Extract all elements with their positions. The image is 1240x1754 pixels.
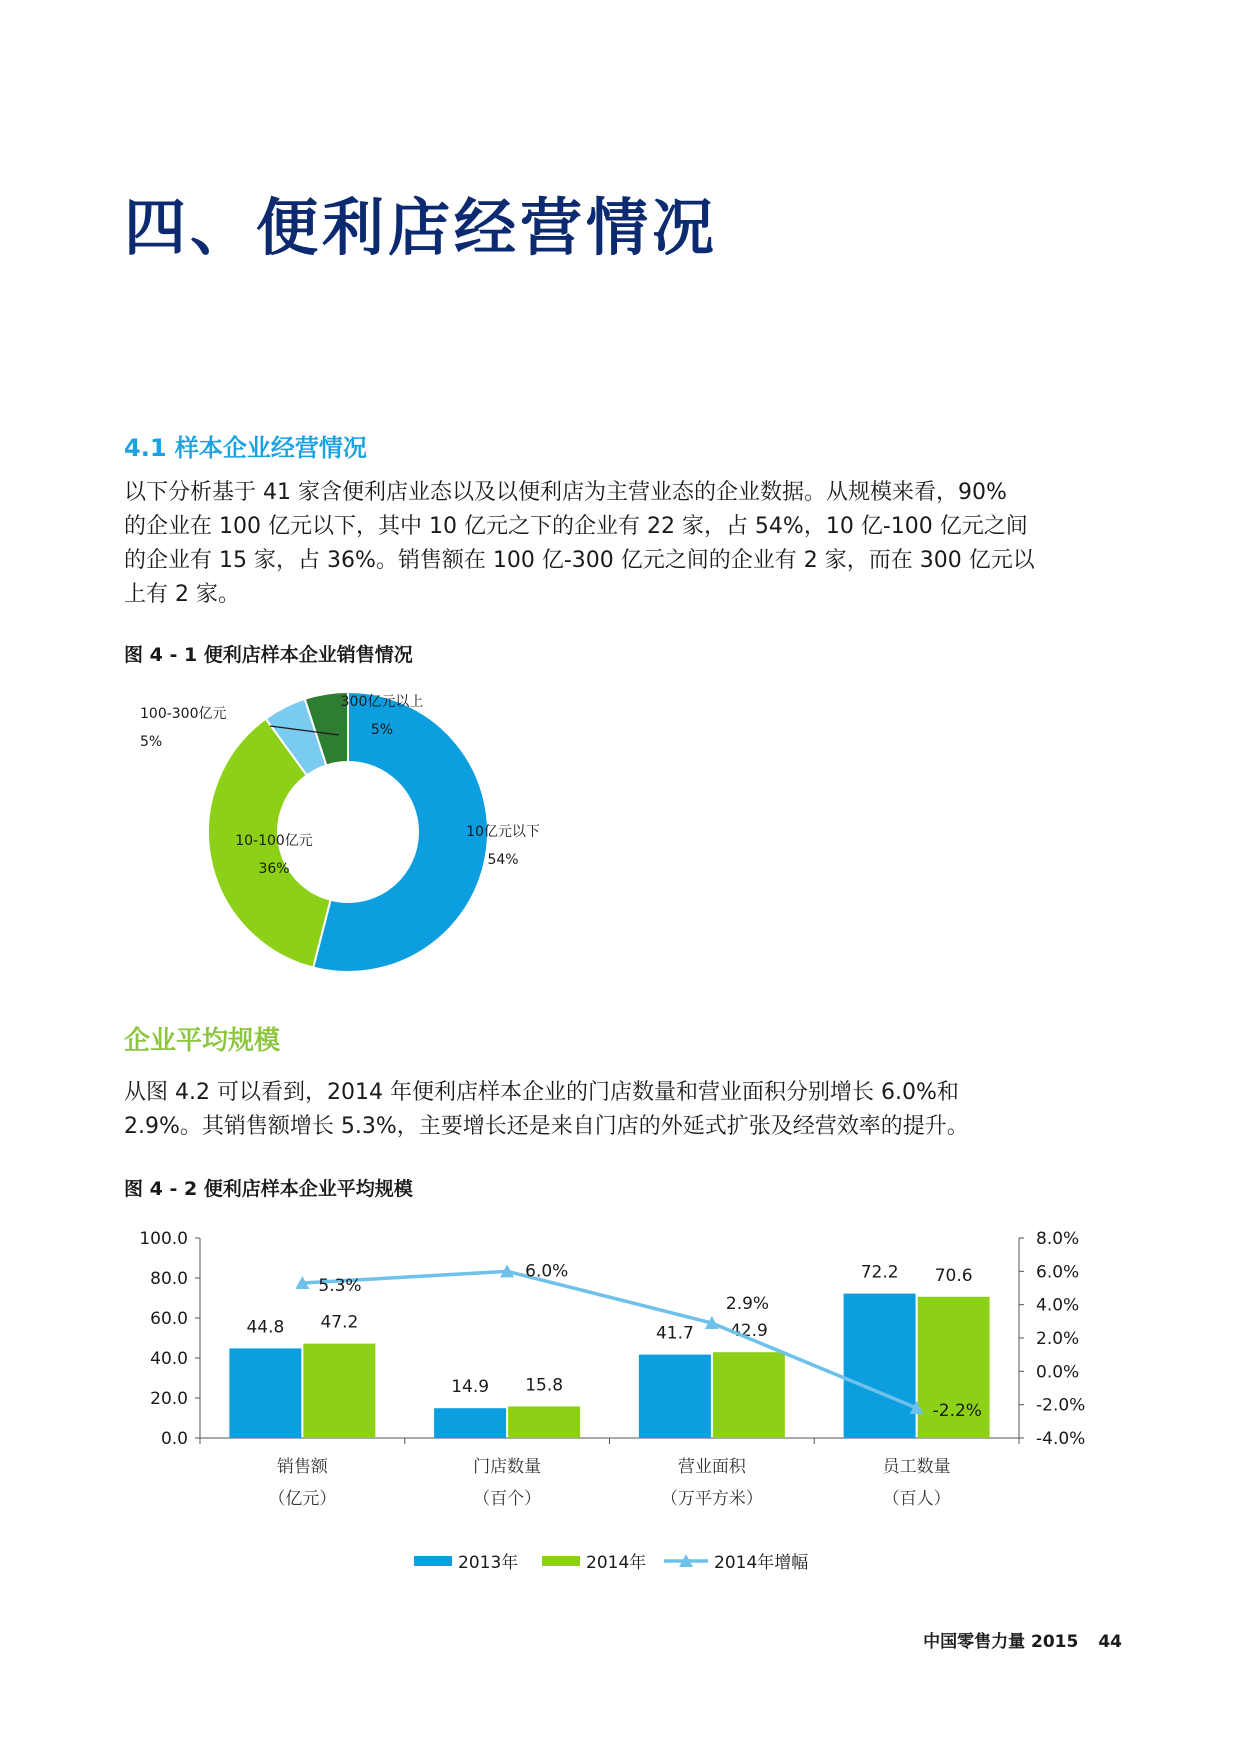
slice-label: 10-100亿元 — [235, 833, 313, 849]
category-unit-label: （百人） — [882, 1489, 951, 1509]
bar-2013年 — [844, 1294, 916, 1438]
right-tick-label: 4.0% — [1036, 1295, 1080, 1316]
bar-line-combo-chart — [124, 1222, 1124, 1582]
bar-2014年 — [508, 1406, 580, 1438]
category-label: 营业面积 — [677, 1457, 746, 1477]
category-unit-label: （万平方米） — [660, 1489, 763, 1509]
growth-value-label: 6.0% — [525, 1261, 569, 1282]
slice-value-label: 5% — [140, 734, 163, 750]
bar-value-label: 41.7 — [655, 1323, 694, 1344]
right-tick-label: -4.0% — [1036, 1429, 1086, 1449]
page-number: 44 — [1098, 1632, 1122, 1652]
category-label: 员工数量 — [882, 1457, 951, 1477]
bar-2013年 — [434, 1408, 506, 1438]
chapter-title: 四、便利店经营情况 — [124, 191, 719, 264]
section-heading: 4.1 样本企业经营情况 — [124, 434, 367, 462]
paragraph-line: 2.9%。其销售额增长 5.3%，主要增长还是来自门店的外延式扩张及经营效率的提升。 — [124, 1114, 969, 1139]
left-tick-label: 100.0 — [139, 1229, 188, 1249]
slice-value-label: 36% — [258, 861, 290, 877]
donut-chart — [130, 670, 600, 1010]
bar-value-label: 15.8 — [525, 1375, 564, 1396]
bar-2013年 — [229, 1348, 301, 1438]
intro-paragraph — [124, 476, 1124, 612]
left-tick-label: 40.0 — [150, 1349, 188, 1369]
legend-label: 2014年增幅 — [714, 1553, 809, 1573]
category-label: 门店数量 — [473, 1457, 542, 1477]
bar-value-label: 72.2 — [860, 1262, 899, 1283]
paragraph-line: 以下分析基于 41 家含便利店业态以及以便利店为主营业态的企业数据。从规模来看，90% — [124, 480, 1007, 505]
growth-value-label: -2.2% — [932, 1401, 982, 1421]
paragraph-line: 的企业有 15 家，占 36%。销售额在 100 亿-300 亿元之间的企业有 2 家，而在 300 亿元以 — [124, 548, 1035, 573]
page-footer — [923, 1627, 1122, 1652]
paragraph-line: 从图 4.2 可以看到，2014 年便利店样本企业的门店数量和营业面积分别增长 6.0%和 — [124, 1080, 959, 1105]
left-tick-label: 80.0 — [150, 1269, 188, 1289]
summary-paragraph — [124, 1076, 1124, 1144]
category-unit-label: （亿元） — [268, 1489, 337, 1509]
legend-swatch — [414, 1556, 452, 1566]
left-tick-label: 20.0 — [150, 1389, 188, 1409]
slice-value-label: 5% — [370, 722, 394, 738]
bar-value-label: 47.2 — [320, 1312, 359, 1333]
bar-2014年 — [713, 1352, 785, 1438]
slice-label: 100-300亿元 — [140, 706, 227, 722]
bar-value-label: 44.8 — [246, 1317, 285, 1338]
figure-2-caption: 图 4 - 2 便利店样本企业平均规模 — [124, 1178, 413, 1200]
paragraph-line: 上有 2 家。 — [124, 582, 240, 607]
growth-value-label: 5.3% — [318, 1276, 362, 1296]
left-tick-label: 0.0 — [160, 1429, 188, 1449]
bar-value-label: 14.9 — [451, 1377, 490, 1398]
growth-line-path — [302, 1271, 916, 1408]
publication-name: 中国零售力量 2015 — [923, 1632, 1079, 1652]
right-tick-label: 0.0% — [1036, 1362, 1080, 1383]
slice-value-label: 54% — [487, 852, 519, 868]
category-label: 销售额 — [276, 1457, 328, 1477]
bar-2014年 — [303, 1344, 375, 1438]
legend-label: 2013年 — [458, 1553, 519, 1573]
slice-label: 300亿元以上 — [340, 694, 424, 710]
bar-value-label: 42.9 — [729, 1321, 768, 1342]
right-tick-label: -2.0% — [1036, 1395, 1086, 1416]
legend-label: 2014年 — [586, 1553, 647, 1573]
right-tick-label: 6.0% — [1036, 1262, 1080, 1283]
right-tick-label: 2.0% — [1036, 1329, 1080, 1349]
slice-label: 10亿元以下 — [466, 824, 540, 840]
paragraph-line: 的企业在 100 亿元以下，其中 10 亿元之下的企业有 22 家，占 54%，10 亿-100 亿元之间 — [124, 514, 1028, 539]
right-tick-label: 8.0% — [1036, 1229, 1080, 1249]
legend-swatch — [542, 1556, 580, 1566]
bar-value-label: 70.6 — [934, 1265, 973, 1286]
category-unit-label: （百个） — [473, 1489, 542, 1509]
figure-1-caption: 图 4 - 1 便利店样本企业销售情况 — [124, 644, 413, 666]
bar-2013年 — [639, 1355, 711, 1438]
left-tick-label: 60.0 — [150, 1309, 188, 1329]
sub-heading: 企业平均规模 — [124, 1026, 281, 1056]
growth-value-label: 2.9% — [725, 1294, 770, 1314]
